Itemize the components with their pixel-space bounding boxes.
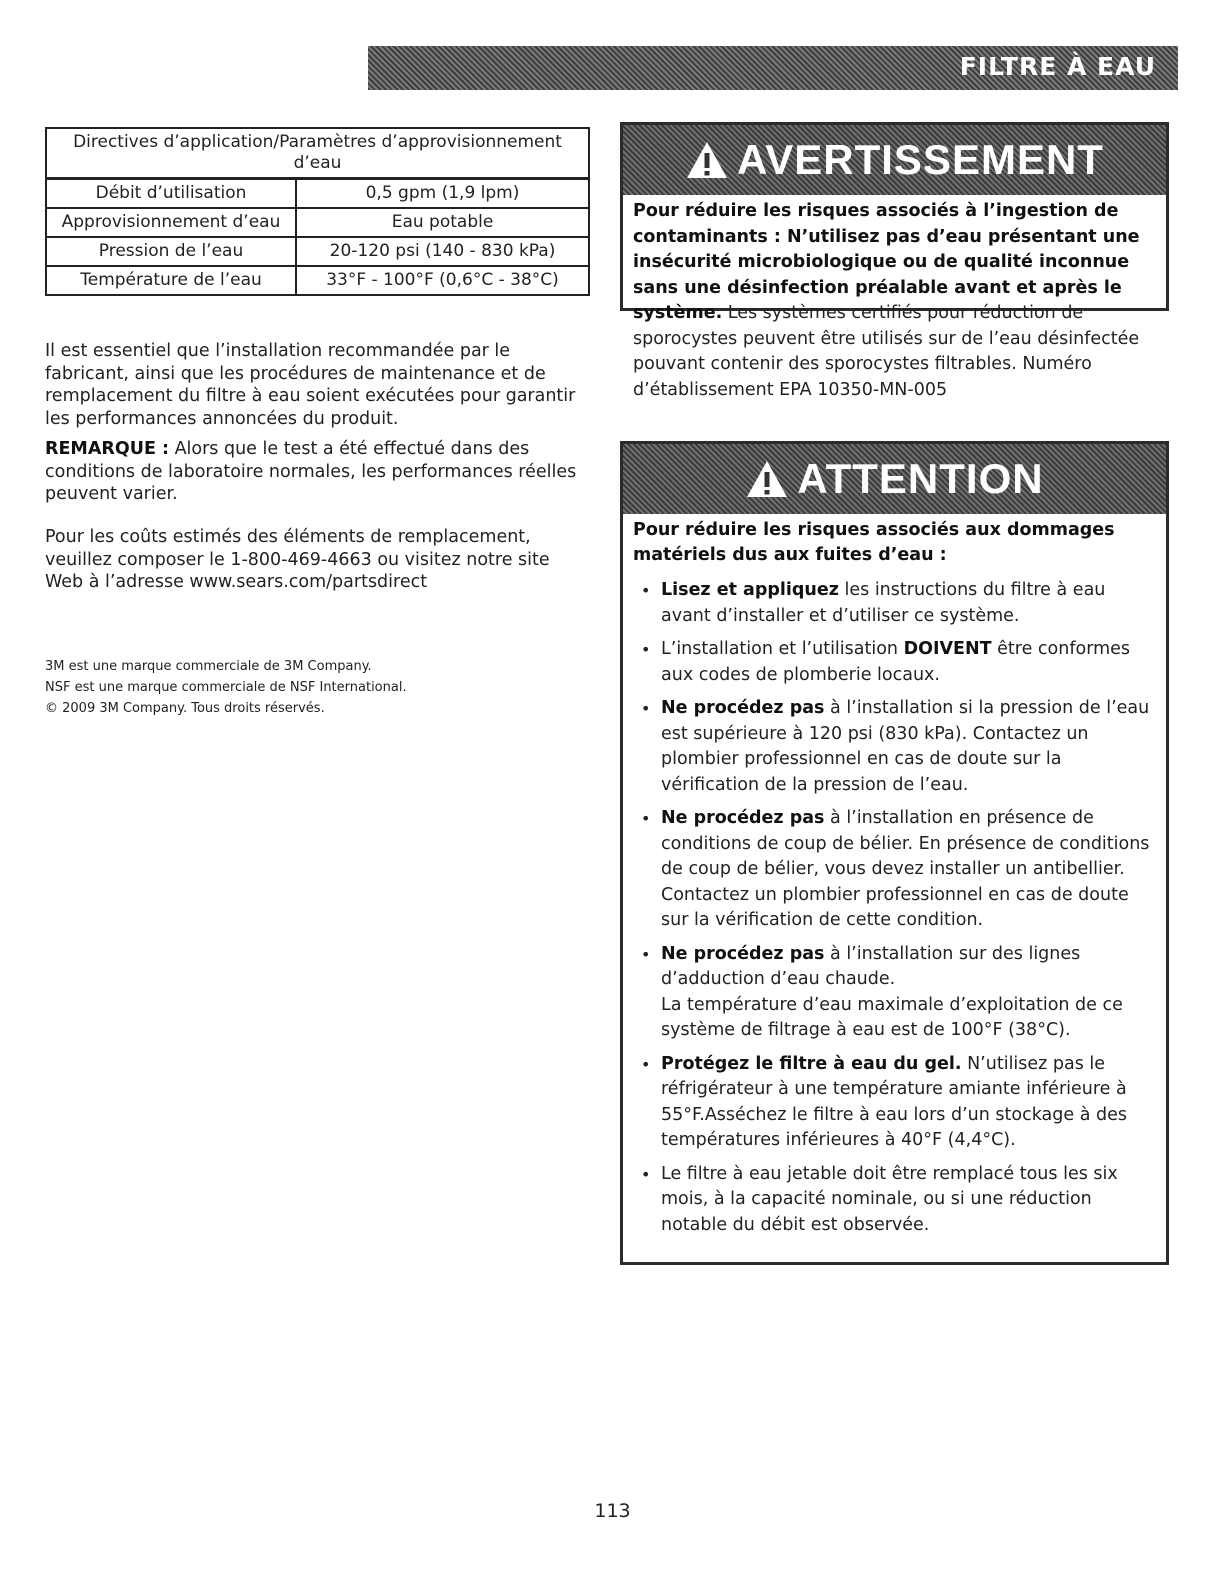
caution-triangle-icon bbox=[745, 459, 789, 499]
bullet-text: être conformes aux codes de plomberie locaux. bbox=[661, 639, 1131, 685]
table-row bbox=[46, 266, 589, 295]
table-cell-label: Débit d’utilisation bbox=[46, 179, 296, 209]
attention-box bbox=[620, 441, 1169, 1265]
warning-content bbox=[623, 195, 1166, 413]
attention-lead: Pour réduire les risques associés aux dommages matériels dus aux fuites d’eau : bbox=[633, 520, 1115, 565]
copyright-line: © 2009 3M Company. Tous droits réservés. bbox=[45, 701, 325, 716]
warning-box bbox=[620, 122, 1169, 400]
bullet-bold: Protégez le filtre à eau du gel. bbox=[661, 1053, 962, 1074]
section-banner bbox=[368, 46, 1178, 90]
list-item bbox=[633, 942, 1156, 1044]
warning-triangle-icon bbox=[685, 140, 729, 180]
table-row bbox=[46, 128, 589, 179]
bullet-text: à l’installation sur des lignes d’adduction d’eau chaude. bbox=[661, 943, 1081, 989]
note-paragraph bbox=[45, 438, 590, 506]
table-cell-label: Approvisionnement d’eau bbox=[46, 208, 296, 237]
bullet-bold: DOIVENT bbox=[903, 639, 992, 659]
note-text: Alors que le test a été effectué dans des conditions de laboratoire normales, les performances réelles peuvent varier. bbox=[45, 439, 577, 504]
warning-bold-text: Pour réduire les risques associés à l’ingestion de contaminants : N’utilisez pas d’eau présentant une insécurité microbiologique ou de qualité inconnue sans une désinfection préalable avant et après le système. bbox=[633, 201, 1140, 323]
list-item bbox=[633, 1162, 1156, 1239]
warning-text: Les systèmes certifiés pour réduction de sporocystes peuvent être utilisés sur de l’eau désinfectée pouvant contenir des sporocystes filtrables. Numéro d’établissement EPA 10350-MN-005 bbox=[633, 303, 1140, 400]
spec-table bbox=[45, 127, 590, 296]
list-item bbox=[633, 696, 1156, 798]
table-cell-value: Eau potable bbox=[296, 208, 589, 237]
warning-title: AVERTISSEMENT bbox=[737, 136, 1104, 183]
bullet-bold: Lisez et appliquez bbox=[661, 580, 839, 600]
contact-paragraph: Pour les coûts estimés des éléments de remplacement, veuillez composer le 1-800-469-4663 ou visitez notre site Web à l’adresse www.sears.com/partsdirect bbox=[45, 527, 550, 592]
note-label: REMARQUE : bbox=[45, 439, 169, 459]
table-title: Directives d’application/Paramètres d’approvisionnement d’eau bbox=[46, 128, 589, 179]
list-item bbox=[633, 578, 1156, 629]
table-row bbox=[46, 208, 589, 237]
list-item bbox=[633, 1052, 1156, 1154]
bullet-text: à l’installation si la pression de l’eau est supérieure à 120 psi (830 kPa). Contactez un plombier professionnel en cas de doute sur la vérification de la pression de l’eau. bbox=[661, 698, 1150, 795]
bullet-text: N’utilisez pas le réfrigérateur à une température amiante inférieure à 55°F.Asséchez le filtre à eau lors d’un stockage à des températures inférieures à 40°F (4,4°C). bbox=[661, 1053, 1127, 1150]
section-title: FILTRE À EAU bbox=[959, 52, 1156, 81]
bullet-bold: Ne procédez pas bbox=[661, 698, 825, 718]
trademark-notes bbox=[45, 656, 407, 719]
list-item bbox=[633, 637, 1156, 688]
page-number: 113 bbox=[594, 1500, 631, 1522]
table-row bbox=[46, 237, 589, 266]
trademark-line: NSF est une marque commerciale de NSF International. bbox=[45, 680, 407, 695]
bullet-bold: Ne procédez pas bbox=[661, 943, 825, 964]
bullet-text: La température d’eau maximale d’exploitation de ce système de filtrage à eau est de 100°F (38°C). bbox=[661, 994, 1123, 1040]
table-cell-label: Pression de l’eau bbox=[46, 237, 296, 266]
table-cell-value: 0,5 gpm (1,9 lpm) bbox=[296, 179, 589, 209]
bullet-text: L’installation et l’utilisation bbox=[661, 639, 904, 659]
attention-content bbox=[623, 514, 1166, 1256]
attention-list bbox=[633, 578, 1156, 1238]
list-item bbox=[633, 806, 1156, 934]
table-cell-value: 20-120 psi (140 - 830 kPa) bbox=[296, 237, 589, 266]
attention-title: ATTENTION bbox=[797, 455, 1044, 502]
installation-paragraph: Il est essentiel que l’installation recommandée par le fabricant, ainsi que les procédures de maintenance et de remplacement du filtre à eau soient exécutées pour garantir les performances annoncées du produit. bbox=[45, 341, 576, 429]
table-cell-label: Température de l’eau bbox=[46, 266, 296, 295]
attention-header bbox=[623, 444, 1166, 514]
table-cell-value: 33°F - 100°F (0,6°C - 38°C) bbox=[296, 266, 589, 295]
bullet-text: à l’installation en présence de conditions de coup de bélier. En présence de conditions de coup de bélier, vous devez installer un antibellier. Contactez un plombier professionnel en cas de doute sur la vérification de cette condition. bbox=[661, 808, 1150, 930]
bullet-text: Le filtre à eau jetable doit être remplacé tous les six mois, à la capacité nominale, ou si une réduction notable du débit est observée. bbox=[661, 1163, 1118, 1235]
bullet-bold: Ne procédez pas bbox=[661, 808, 825, 828]
bullet-text: les instructions du filtre à eau avant d’installer et d’utiliser ce système. bbox=[661, 580, 1106, 626]
table-row bbox=[46, 179, 589, 209]
warning-header bbox=[623, 125, 1166, 195]
trademark-line: 3M est une marque commerciale de 3M Company. bbox=[45, 659, 372, 674]
